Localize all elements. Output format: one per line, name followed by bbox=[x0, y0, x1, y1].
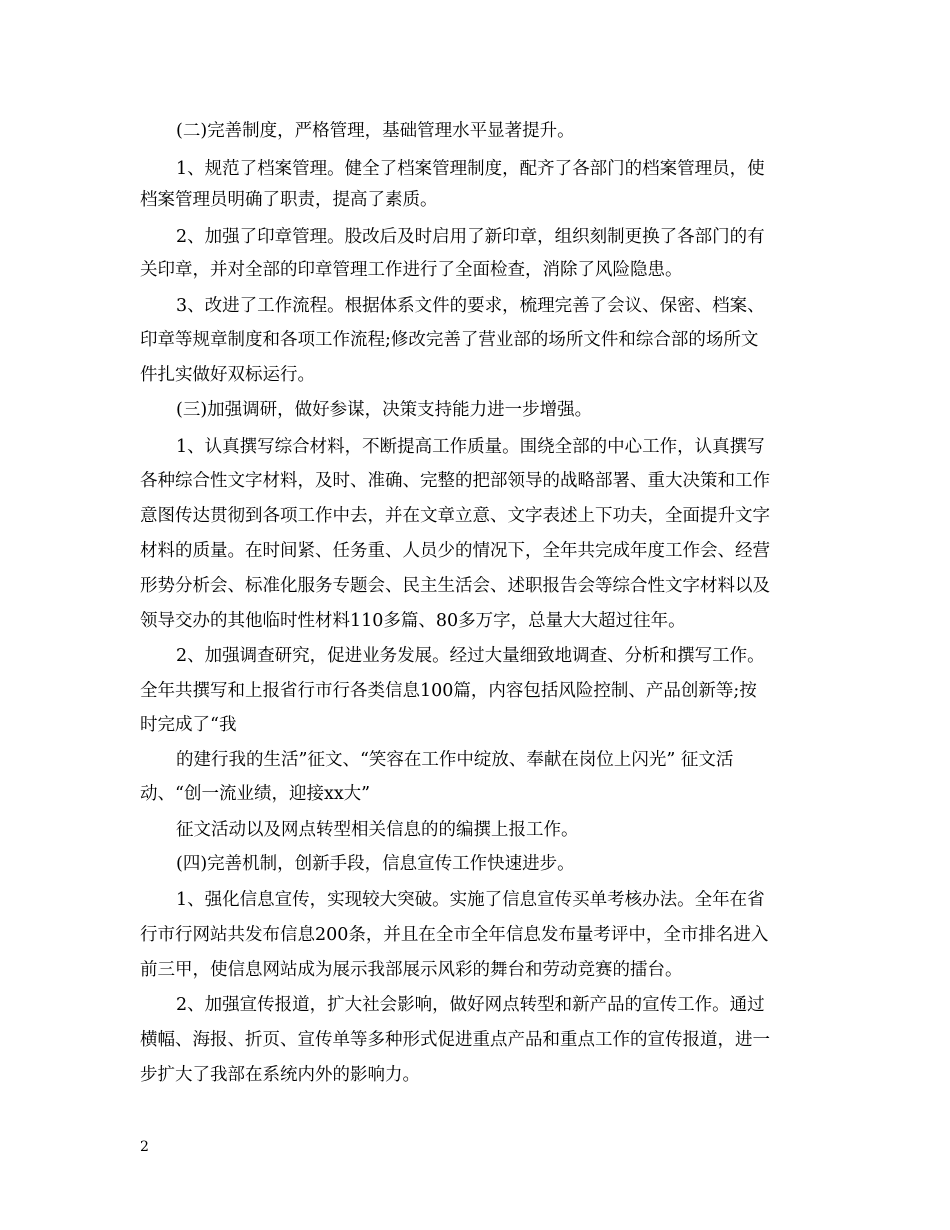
section-heading-two: (二)完善制度，严格管理，基础管理水平显著提升。 bbox=[176, 121, 575, 141]
paragraph-line: 意图传达贯彻到各项工作中去，并在文章立意、文字表述上下功夫，全面提升文字 bbox=[140, 506, 770, 526]
paragraph-line: 形势分析会、标准化服务专题会、民主生活会、述职报告会等综合性文字材料以及 bbox=[140, 576, 770, 596]
paragraph-line: 前三甲，使信息网站成为展示我部展示风彩的舞台和劳动竞赛的擂台。 bbox=[140, 960, 683, 980]
paragraph-line: 1、规范了档案管理。健全了档案管理制度，配齐了各部门的档案管理员，使 bbox=[176, 159, 765, 179]
paragraph-line: 1、认真撰写综合材料，不断提高工作质量。围绕全部的中心工作，认真撰写 bbox=[176, 437, 765, 457]
paragraph-line: 件扎实做好双标运行。 bbox=[140, 365, 315, 385]
page-number: 2 bbox=[140, 1139, 149, 1155]
paragraph-line: 领导交办的其他临时性材料110多篇、80多万字，总量大大超过往年。 bbox=[140, 611, 686, 631]
paragraph-line: 材料的质量。在时间紧、任务重、人员少的情况下，全年共完成年度工作会、经营 bbox=[140, 541, 770, 561]
paragraph-line: 征文活动以及网点转型相关信息的的编撰上报工作。 bbox=[176, 820, 579, 840]
paragraph-line: 各种综合性文字材料，及时、准确、完整的把部领导的战略部署、重大决策和工作 bbox=[140, 471, 770, 491]
paragraph-line: 时完成了“我 bbox=[140, 715, 237, 735]
paragraph-line: 1、强化信息宣传，实现较大突破。实施了信息宣传买单考核办法。全年在省 bbox=[176, 890, 765, 910]
section-heading-four: (四)完善机制，创新手段，信息宣传工作快速进步。 bbox=[176, 854, 575, 874]
paragraph-line: 档案管理员明确了职责，提高了素质。 bbox=[140, 190, 438, 210]
paragraph-line: 步扩大了我部在系统内外的影响力。 bbox=[140, 1065, 420, 1085]
paragraph-line: 全年共撰写和上报省行市行各类信息100篇，内容包括风险控制、产品创新等;按 bbox=[140, 681, 757, 701]
paragraph-line: 行市行网站共发布信息200条，并且在全市全年信息发布量考评中，全市排名进入 bbox=[140, 925, 769, 945]
paragraph-line: 印章等规章制度和各项工作流程;修改完善了营业部的场所文件和综合部的场所文 bbox=[140, 330, 759, 350]
paragraph-line: 关印章，并对全部的印章管理工作进行了全面检查，消除了风险隐患。 bbox=[140, 260, 683, 280]
paragraph-line: 2、加强了印章管理。股改后及时启用了新印章，组织刻制更换了各部门的有 bbox=[176, 227, 765, 247]
paragraph-line: 动、“创一流业绩，迎接xx大” bbox=[140, 784, 371, 804]
paragraph-line: 横幅、海报、折页、宣传单等多种形式促进重点产品和重点工作的宣传报道，进一 bbox=[140, 1030, 770, 1050]
paragraph-line: 的建行我的生活”征文、“笑容在工作中绽放、奉献在岗位上闪光” 征文活 bbox=[176, 750, 734, 770]
paragraph-line: 2、加强宣传报道，扩大社会影响，做好网点转型和新产品的宣传工作。通过 bbox=[176, 995, 765, 1015]
paragraph-line: 2、加强调查研究，促进业务发展。经过大量细致地调查、分析和撰写工作。 bbox=[176, 646, 765, 666]
paragraph-line: 3、改进了工作流程。根据体系文件的要求，梳理完善了会议、保密、档案、 bbox=[176, 296, 765, 316]
section-heading-three: (三)加强调研，做好参谋，决策支持能力进一步增强。 bbox=[176, 400, 593, 420]
